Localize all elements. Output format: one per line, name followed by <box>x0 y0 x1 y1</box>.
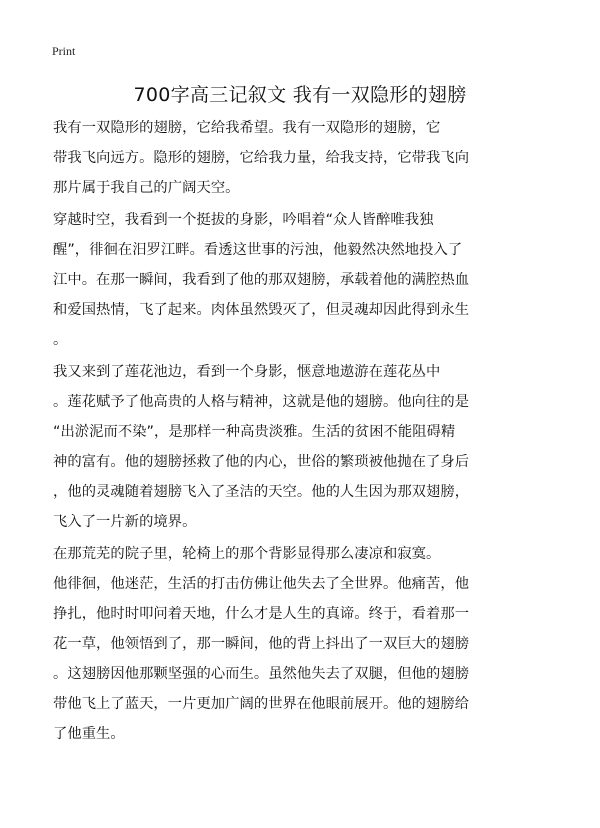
text-line: 。 <box>53 332 68 348</box>
text-line: ，他的灵魂随着翅膀飞入了圣洁的天空。他的人生因为那双翅膀， <box>53 484 470 500</box>
text-line: 神的富有。他的翅膀拯救了他的内心，世俗的繁琐被他抛在了身后 <box>53 454 470 470</box>
text-line: 了他重生。 <box>53 726 125 742</box>
text-line: “出淤泥而不染”，是那样一种高贵淡雅。生活的贫困不能阻碍精 <box>53 424 456 440</box>
text-line: 。莲花赋予了他高贵的人格与精神，这就是他的翅膀。他向往的是 <box>53 394 470 410</box>
text-line: 在那荒芜的院子里，轮椅上的那个背影显得那么凄凉和寂寞。 <box>53 546 441 562</box>
text-line: 江中。在那一瞬间，我看到了他的那双翅膀，承载着他的满腔热血 <box>53 272 470 288</box>
text-line: 和爱国热情，飞了起来。肉体虽然毁灭了，但灵魂却因此得到永生 <box>53 302 470 318</box>
text-line: 我有一双隐形的翅膀，它给我希望。我有一双隐形的翅膀，它 <box>53 120 441 136</box>
text-line: 那片属于我自己的广阔天空。 <box>53 180 240 196</box>
page-title: 700字高三记叙文 我有一双隐形的翅膀 <box>133 84 467 106</box>
text-line: 醒”，徘徊在汨罗江畔。看透这世事的污浊，他毅然决然地投入了 <box>53 242 463 258</box>
article-body <box>53 113 470 749</box>
text-line: 挣扎，他时时叩问着天地，什么才是人生的真谛。终于，看着那一 <box>53 606 470 622</box>
text-line: 他徘徊，他迷茫，生活的打击仿佛让他失去了全世界。他痛苦，他 <box>53 576 470 592</box>
print-link[interactable]: Print <box>52 44 76 58</box>
text-line: 我又来到了莲花池边，看到一个身影，惬意地遨游在莲花丛中 <box>53 364 441 380</box>
text-line: 飞入了一片新的境界。 <box>53 514 197 530</box>
text-line: 带我飞向远方。隐形的翅膀，它给我力量，给我支持，它带我飞向 <box>53 150 470 166</box>
text-line: 穿越时空，我看到一个挺拔的身影，吟唱着“众人皆醉唯我独 <box>53 212 434 228</box>
text-line: 带他飞上了蓝天，一片更加广阔的世界在他眼前展开。他的翅膀给 <box>53 696 470 712</box>
text-line: 。这翅膀因他那颗坚强的心而生。虽然他失去了双腿，但他的翅膀 <box>53 666 470 682</box>
text-line: 花一草，他领悟到了，那一瞬间，他的背上抖出了一双巨大的翅膀 <box>53 636 470 652</box>
